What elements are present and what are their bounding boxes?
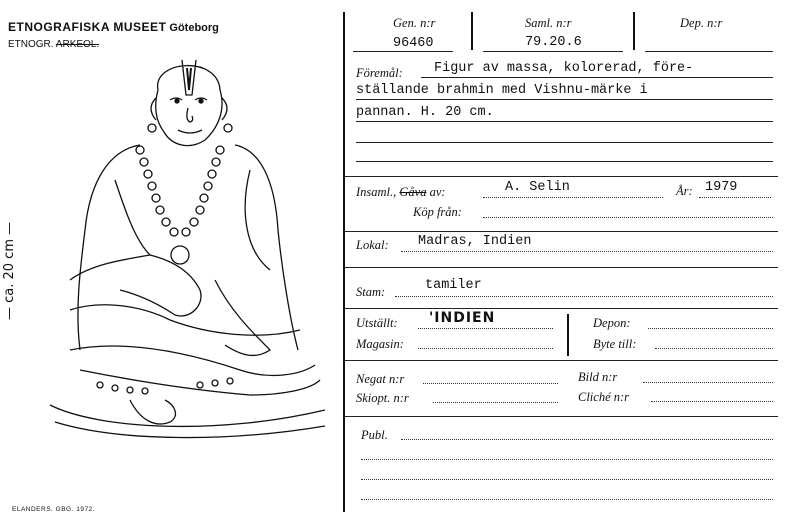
utstallt-label: Utställt:: [356, 316, 398, 330]
kop-label: Köp från:: [413, 205, 462, 219]
byte-label: Byte till:: [593, 337, 637, 351]
magasin-label: Magasin:: [356, 337, 404, 351]
department-struck: ARKEOL.: [55, 39, 100, 50]
foremal-line-3: pannan. H. 20 cm.: [356, 105, 494, 120]
section-divider-4: [343, 308, 778, 309]
stam-label: Stam:: [356, 285, 386, 299]
lokal-line: [401, 251, 773, 252]
section-divider-2: [343, 231, 778, 232]
foremal-line-1: Figur av massa, kolorerad, före-: [434, 61, 694, 76]
museum-city: Göteborg: [169, 22, 219, 34]
publ-line-2: [361, 459, 773, 460]
divider-saml-dep: [633, 12, 635, 50]
section-divider-5: [343, 360, 778, 361]
saml-line: [483, 51, 623, 52]
saml-number: 79.20.6: [525, 35, 582, 50]
gen-line: [353, 51, 453, 52]
insaml-struck: Gåva: [399, 185, 427, 199]
skiopt-line: [433, 402, 558, 403]
foremal-rule-5: [356, 161, 773, 162]
skiopt-label: Skiopt. n:r: [356, 391, 409, 405]
ar-line: [699, 197, 771, 198]
insaml-line: [483, 197, 663, 198]
publ-line-1: [401, 439, 773, 440]
divider-utstallt-depon: [567, 314, 569, 356]
gen-number: 96460: [393, 36, 434, 51]
dep-line: [645, 51, 773, 52]
catalog-card: [343, 12, 778, 512]
foremal-label: Föremål:: [356, 66, 403, 80]
magasin-line: [418, 348, 553, 349]
byte-line: [655, 348, 773, 349]
stam-line: [395, 296, 773, 297]
bild-label: Bild n:r: [578, 370, 618, 384]
insaml-label: Insaml., Gåva av:: [356, 185, 446, 199]
insaml-value: A. Selin: [505, 180, 570, 195]
saml-label: Saml. n:r: [525, 16, 572, 30]
publ-line-3: [361, 479, 773, 480]
card-left-border: [343, 12, 345, 512]
foremal-rule-3: [356, 121, 773, 122]
depon-line: [648, 328, 773, 329]
publ-line-4: [361, 499, 773, 500]
foremal-line-2: ställande brahmin med Vishnu-märke i: [356, 83, 648, 98]
negat-line: [423, 383, 558, 384]
museum-header: [8, 20, 219, 34]
cliche-line: [651, 401, 773, 402]
cliche-label: Cliché n:r: [578, 390, 630, 404]
foremal-rule-2: [356, 99, 773, 100]
ar-value: 1979: [705, 180, 738, 195]
scale-note: — ca. 20 cm —: [2, 221, 17, 320]
foremal-rule-4: [356, 142, 773, 143]
kop-line: [483, 217, 773, 218]
bild-line: [643, 382, 773, 383]
depon-label: Depon:: [593, 316, 631, 330]
utstallt-value: 'INDIEN: [429, 310, 496, 326]
publ-label: Publ.: [361, 428, 388, 442]
divider-gen-saml: [471, 12, 473, 50]
utstallt-line: [418, 328, 553, 329]
printer-imprint: ELANDERS. GBG. 1972.: [12, 506, 95, 513]
section-divider-3: [343, 267, 778, 268]
section-divider-1: [343, 176, 778, 177]
stam-value: tamiler: [425, 278, 482, 293]
lokal-value: Madras, Indien: [418, 234, 532, 249]
ar-label: År:: [676, 184, 693, 198]
department-prefix: ETNOGR.: [8, 39, 54, 50]
section-divider-6: [343, 416, 778, 417]
lokal-label: Lokal:: [356, 238, 389, 252]
negat-label: Negat n:r: [356, 372, 405, 386]
department-line: [8, 39, 99, 50]
museum-name: ETNOGRAFISKA MUSEET: [8, 20, 167, 34]
dep-label: Dep. n:r: [680, 16, 723, 30]
gen-label: Gen. n:r: [393, 16, 436, 30]
brahmin-figure-sketch: [40, 50, 340, 440]
foremal-rule-1: [421, 77, 773, 78]
